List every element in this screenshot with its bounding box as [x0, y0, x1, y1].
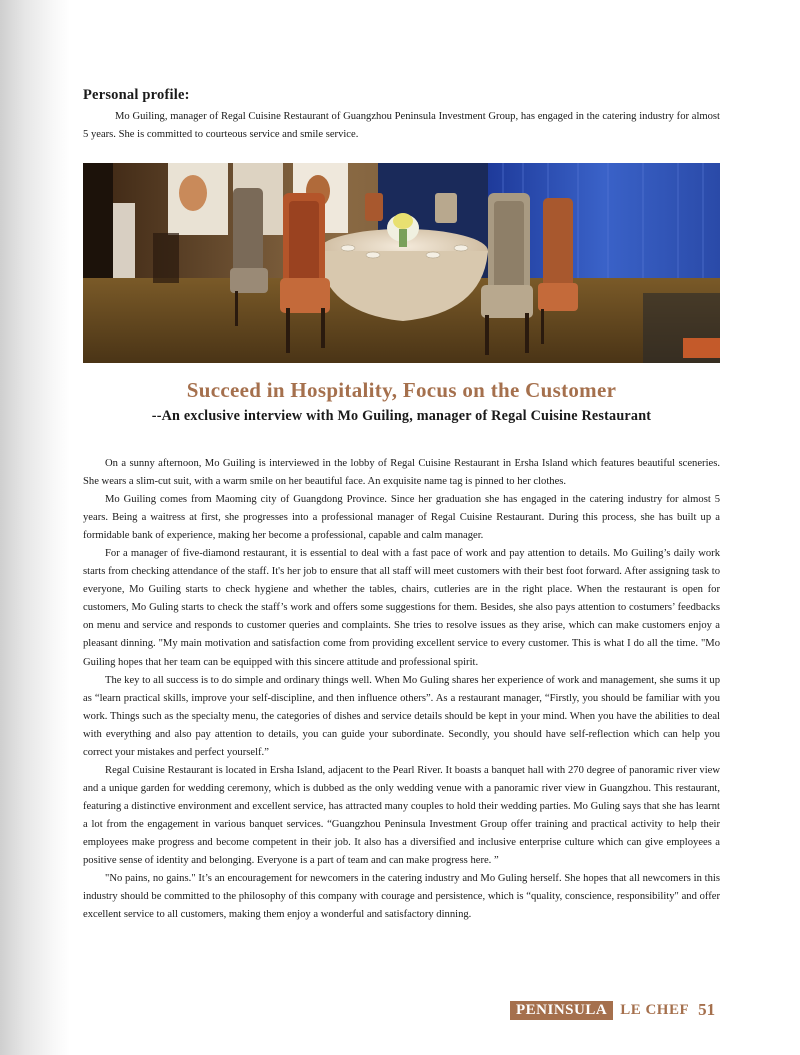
- profile-text: Mo Guiling, manager of Regal Cuisine Restaurant of Guangzhou Peninsula Investment Group, has engaged in the catering industry for almost 5 years. She is committed to courteous service and smile service.: [83, 111, 720, 140]
- article-paragraph: The key to all success is to do simple and ordinary things well. When Mo Guling shares her experience of work and management, she sums it up as “learn practical skills, improve your self-discipline, and then influence others”. As a restaurant manager, “Firstly, you should be familiar with you work. Things such as the specialty menu, the categories of dishes and service details should be kept in your mind. When you have the abilities to deal with everything and also pay attention to details, you can guide your subordinate. Secondly, you should have self-reflection which can help you correct your mistakes and perfect yourself.”: [83, 674, 720, 758]
- article-body: [83, 455, 720, 924]
- page-number: 51: [698, 1000, 716, 1019]
- page-gutter-shadow: [0, 0, 70, 1055]
- article-paragraph: "No pains, no gains." It’s an encouragement for newcomers in the catering industry and Mo Guling herself. She hopes that all newcomers in this industry should be committed to the philosophy of this company with courage and persistence, which is “quality, conscience, responsibility" and offer excellent service to all customers, making them enjoy a wonderful and satisfactory dinning.: [83, 873, 720, 921]
- magazine-brand: PENINSULA: [510, 1001, 613, 1020]
- profile-heading: Personal profile:: [83, 87, 190, 103]
- page-footer: [510, 1000, 715, 1020]
- restaurant-illustration: [83, 163, 720, 363]
- article-paragraph: For a manager of five-diamond restaurant, it is essential to deal with a fast pace of work and pay attention to details. Mo Guiling’s daily work starts from checking attendance of the staff. It's her job to ensure that all staff will meet customers with their best foot forward. After assigning task to everyone, Mo Guiling starts to check hygiene and whether the tables, chairs, cutleries are in the right place. When the restaurant is open for customers, Mo Guling starts to check the staff’s work and offers some suggestions for them. Besides, she also pays attention to costumers’ feedbacks on menu and service and responds to customer queries and complaints. She tries to resolve issues as they arise, which can make customers enjoy a pleasant dinning. "My main motivation and satisfaction come from providing excellent service to every customer. This is what I do all the time. "Mo Guiling hopes that her team can be equipped with this sincere attitude and professional spirit.: [83, 548, 720, 668]
- article-subtitle: --An exclusive interview with Mo Guiling, manager of Regal Cuisine Restaurant: [151, 408, 652, 424]
- article-paragraph: Regal Cuisine Restaurant is located in Ersha Island, adjacent to the Pearl River. It boasts a banquet hall with 270 degree of panoramic river view and a unique garden for wedding ceremony, which is dubbed as the only wedding venue with a panoramic river view in Guangzhou. This restaurant, featuring a distinctive environment and excellent service, has attracted many couples to hold their wedding parties. Mo Guling says that she has learnt a lot from the engagement in various banquet services. “Guangzhou Peninsula Investment Group offer training and practical activity to help their employees make progress and become competent in their job. It also has a diversified and inclusive enterprise culture which can give employees a positive sense of identity and belonging. Everyone is a part of team and can make progress here. ”: [83, 764, 720, 867]
- section-name: LE CHEF: [620, 1001, 690, 1018]
- restaurant-photo: [83, 163, 720, 363]
- article-paragraph: On a sunny afternoon, Mo Guiling is interviewed in the lobby of Regal Cuisine Restaurant in Ersha Island which features beautiful sceneries. She wears a slim-cut suit, with a warm smile on her beautiful face. An exquisite name tag is pinned to her clothes.: [83, 458, 720, 488]
- article-paragraph: Mo Guiling comes from Maoming city of Guangdong Province. Since her graduation she has engaged in the catering industry for almost 5 years. Being a waitress at first, she progresses into a professional manager of Regal Cuisine Restaurant. During this process, she has built up a formidable bank of experience, making her become a professional, capable and calm manager.: [83, 494, 720, 542]
- article-title: Succeed in Hospitality, Focus on the Customer: [186, 378, 617, 402]
